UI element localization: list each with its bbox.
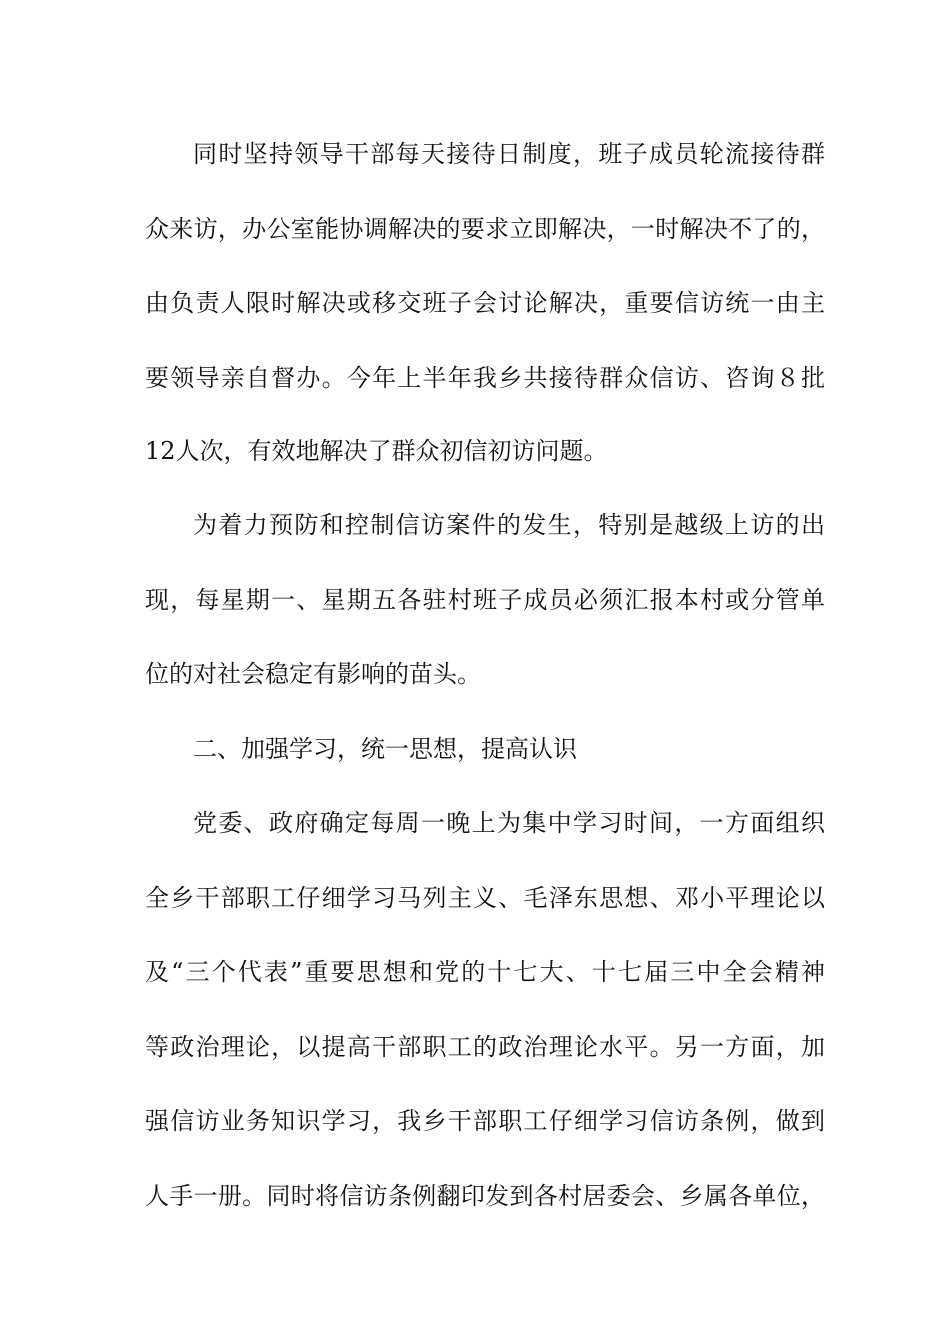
paragraph-line: 12人次，有效地解决了群众初信初访问题。 bbox=[145, 437, 608, 465]
paragraph-line: 要领导亲自督办。今年上半年我乡共接待群众信访、咨询８批 bbox=[145, 364, 825, 392]
paragraph-line: 全乡干部职工仔细学习马列主义、毛泽东思想、邓小平理论以 bbox=[145, 884, 825, 912]
paragraph-line: 党委、政府确定每周一晚上为集中学习时间，一方面组织 bbox=[193, 809, 825, 837]
paragraph-line: 为着力预防和控制信访案件的发生，特别是越级上访的出 bbox=[193, 511, 825, 539]
paragraph-line: 人手一册。同时将信访条例翻印发到各村居委会、乡属各单位， bbox=[145, 1182, 825, 1210]
paragraph-line: 众来访，办公室能协调解决的要求立即解决，一时解决不了的， bbox=[145, 215, 825, 243]
paragraph-line: 及“三个代表”重要思想和党的十七大、十七届三中全会精神 bbox=[145, 958, 825, 986]
paragraph-line: 强信访业务知识学习，我乡干部职工仔细学习信访条例，做到 bbox=[145, 1107, 825, 1135]
paragraph-line: 由负责人限时解决或移交班子会讨论解决，重要信访统一由主 bbox=[145, 289, 825, 317]
paragraph-line: 等政治理论，以提高干部职工的政治理论水平。另一方面，加 bbox=[145, 1033, 825, 1061]
paragraph-line: 位的对社会稳定有影响的苗头。 bbox=[145, 660, 481, 688]
paragraph-line: 同时坚持领导干部每天接待日制度，班子成员轮流接待群 bbox=[193, 140, 825, 168]
paragraph-line: 现，每星期一、星期五各驻村班子成员必须汇报本村或分管单 bbox=[145, 586, 825, 614]
section-heading: 二、加强学习，统一思想，提高认识 bbox=[193, 735, 577, 763]
